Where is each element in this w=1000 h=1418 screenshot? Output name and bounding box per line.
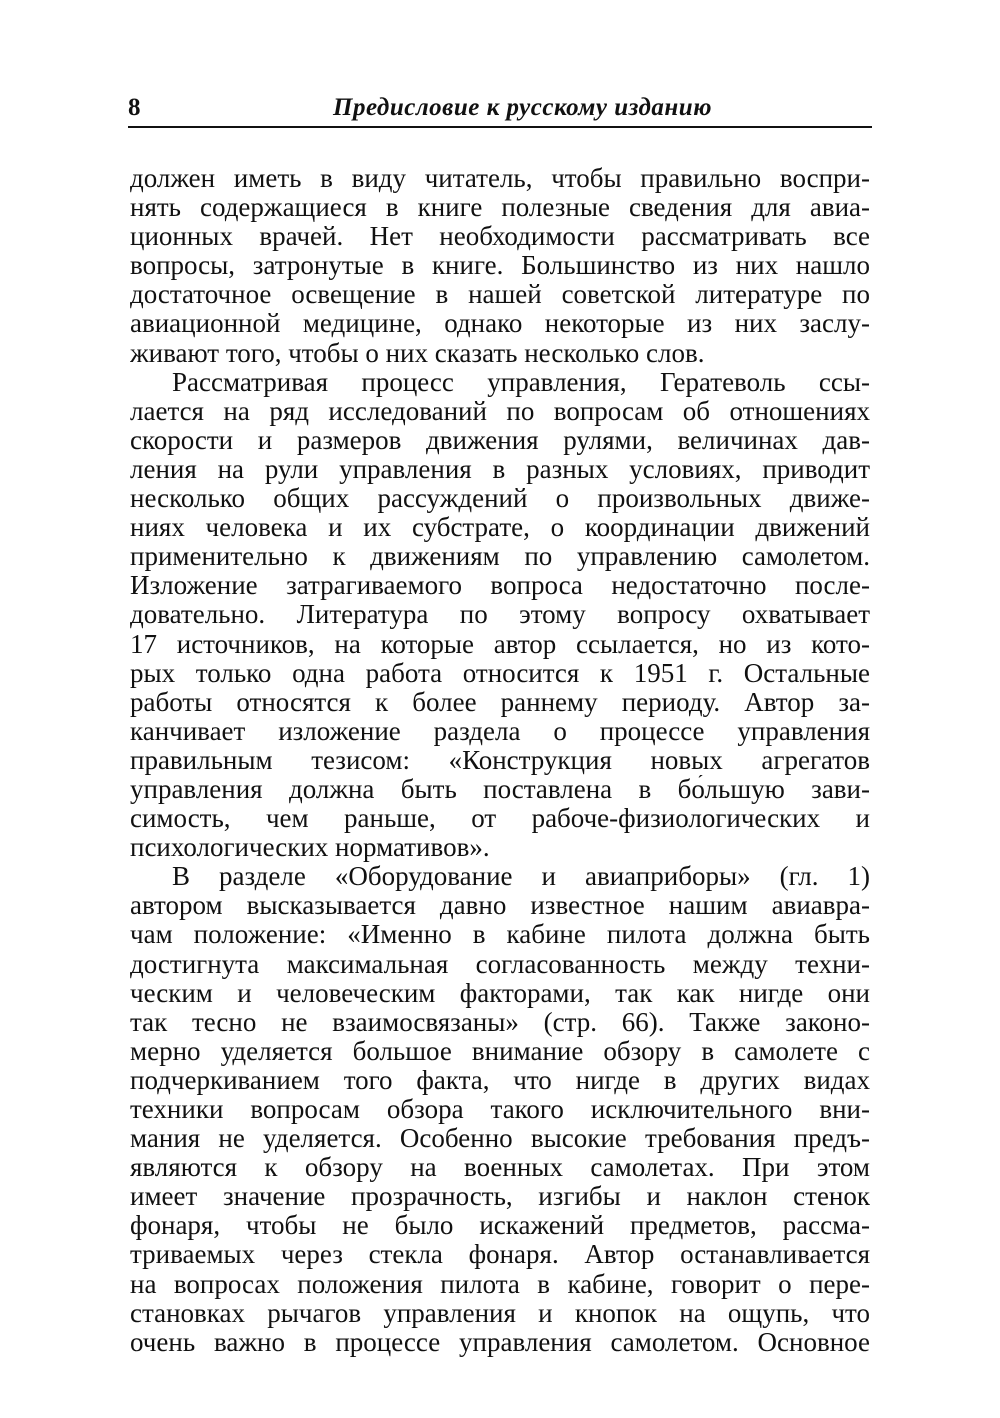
text-line: становках рычагов управления и кнопок на ощупь, что <box>130 1298 870 1328</box>
text-line: несколько общих рассуждений о произвольных движе- <box>130 484 870 514</box>
text-line: имеет значение прозрачность, изгибы и наклон стенок <box>130 1182 870 1212</box>
text-line: триваемых через стекла фонаря. Автор останавливается <box>130 1240 870 1270</box>
text-line: В разделе «Оборудование и авиаприборы» (гл. 1) <box>172 862 870 892</box>
text-line: ческим и человеческим факторами, так как нигде они <box>130 978 870 1008</box>
running-title: Предисловие к русскому изданию <box>333 94 712 121</box>
text-line: применительно к движениям по управлению самолетом. <box>130 542 870 572</box>
text-line: являются к обзору на военных самолетах. При этом <box>130 1153 870 1183</box>
text-line: ления на рули управления в разных условиях, приводит <box>130 454 870 484</box>
paragraph-3 <box>130 862 870 1357</box>
paragraph-1 <box>130 164 870 368</box>
text-line: фонаря, чтобы не было искажений предметов, рассма- <box>130 1211 870 1241</box>
text-line: правильным тезисом: «Конструкция новых агрегатов <box>130 745 870 775</box>
body-text <box>130 164 870 1357</box>
text-line: достаточное освещение в нашей советской литературе по <box>130 280 870 310</box>
text-line: Изложение затрагиваемого вопроса недостаточно после- <box>130 571 870 601</box>
text-line: лается на ряд исследований по вопросам об отношениях <box>130 396 870 426</box>
text-line: на вопросах положения пилота в кабине, говорит о пере- <box>130 1269 870 1299</box>
text-line: чам положение: «Именно в кабине пилота должна быть <box>130 920 870 950</box>
paragraph-2 <box>130 368 870 863</box>
text-line: вопросы, затронутые в книге. Большинство из них нашло <box>130 251 870 281</box>
text-line: ниях человека и их субстрате, о координации движений <box>130 513 870 543</box>
text-line: мания не уделяется. Особенно высокие требования предъ- <box>130 1124 870 1154</box>
text-line: нять содержащиеся в книге полезные сведения для авиа- <box>130 193 870 223</box>
text-line: ционных врачей. Нет необходимости рассматривать все <box>130 222 870 252</box>
text-line: авиационной медицине, однако некоторые из них заслу- <box>130 309 870 339</box>
text-line: автором высказывается давно известное нашим авиавра- <box>130 891 870 921</box>
text-line: мерно уделяется большое внимание обзору в самолете с <box>130 1036 870 1066</box>
text-line: довательно. Литература по этому вопросу охватывает <box>130 600 870 630</box>
text-line: 17 источников, на которые автор ссылается, но из кото- <box>130 629 870 659</box>
page-number: 8 <box>128 94 141 121</box>
text-line: очень важно в процессе управления самолетом. Основное <box>130 1327 870 1357</box>
text-line: подчеркиванием того факта, что нигде в других видах <box>130 1065 870 1095</box>
text-line: работы относятся к более раннему периоду. Автор за- <box>130 687 870 717</box>
text-line: канчивает изложение раздела о процессе управления <box>130 716 870 746</box>
page-header <box>128 90 872 128</box>
text-line: психологических нормативов». <box>130 833 490 863</box>
text-line: рых только одна работа относится к 1951 г. Остальные <box>130 658 870 688</box>
text-line: техники вопросам обзора такого исключительного вни- <box>130 1095 870 1124</box>
text-line: достигнута максимальная согласованность между техни- <box>130 949 870 979</box>
text-line: так тесно не взаимосвязаны» (стр. 66). Также законо- <box>130 1007 870 1037</box>
text-line: Рассматривая процесс управления, Гератеволь ссы- <box>172 367 870 397</box>
text-line: живают того, чтобы о них сказать несколько слов. <box>130 338 705 368</box>
text-line: симость, чем раньше, от рабоче-физиологических и <box>130 804 870 834</box>
text-line: скорости и размеров движения рулями, величинах дав- <box>130 425 870 455</box>
text-line: управления должна быть поставлена в бо́льшую зави- <box>130 774 870 804</box>
text-line: должен иметь в виду читатель, чтобы правильно воспри- <box>130 164 870 193</box>
